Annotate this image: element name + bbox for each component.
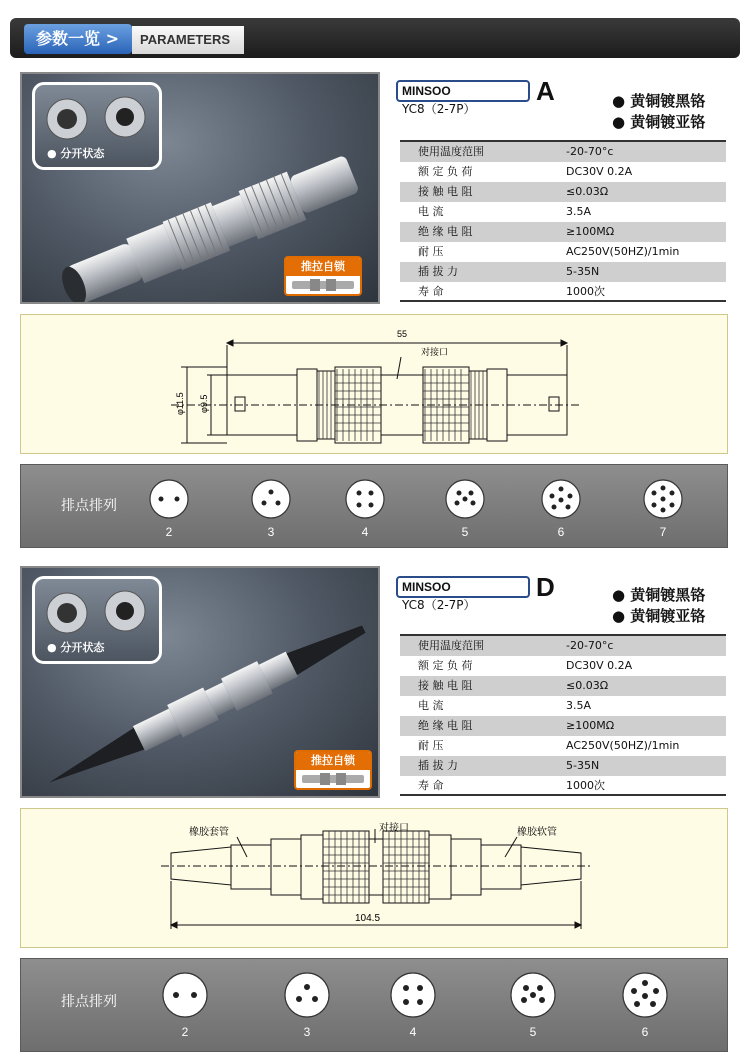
variant-letter-d: D xyxy=(536,572,555,602)
separated-connector-photo xyxy=(39,583,157,643)
brand-name: MINSOO xyxy=(402,84,451,98)
separated-state-inset xyxy=(32,576,162,664)
pin-count-label: 7 xyxy=(659,525,667,539)
spec-row: 绝 缘 电 阻 ≥100MΩ xyxy=(400,222,726,242)
product-photo-a xyxy=(20,72,380,304)
variant-letter-a: A xyxy=(536,76,555,106)
finish-2: ● 黄铜镀亚铬 xyxy=(612,607,706,625)
connector-mini-icon xyxy=(286,276,360,294)
model-name: YC8（2-7P） xyxy=(402,598,476,612)
spec-row: 插 拔 力 5-35N xyxy=(400,262,726,282)
header-title-en: PARAMETERS xyxy=(132,26,244,54)
spec-row: 耐 压 AC250V(50HZ)/1min xyxy=(418,739,680,752)
separated-connector-photo xyxy=(39,89,157,149)
connector-mini-icon xyxy=(296,770,370,788)
pin-layout-panel-d xyxy=(20,958,728,1052)
outer-diameter-label: φ11.5 xyxy=(175,392,185,415)
spec-row: 绝 缘 电 阻 ≥100MΩ xyxy=(400,716,726,736)
pin-count-label: 5 xyxy=(461,525,469,539)
mating-interface-label: 对接口 xyxy=(421,348,449,358)
drawing-a-svg xyxy=(21,315,729,455)
header-title-cn: 参数一览 > xyxy=(24,24,132,54)
spec-row: 接 触 电 阻 ≤0.03Ω xyxy=(400,676,726,696)
finish-1: ● 黄铜镀黑铬 xyxy=(612,586,706,604)
pin-count-label: 4 xyxy=(361,525,369,539)
length-dimension: 104.5 xyxy=(355,913,381,924)
pin-count-label: 2 xyxy=(181,1025,189,1039)
rubber-sleeve-label: 橡胶套管 xyxy=(189,827,229,838)
pin-layout-title: 排点排列 xyxy=(61,994,117,1010)
spec-table-d xyxy=(400,634,726,796)
brand-model-box-a xyxy=(396,80,530,116)
spec-row: 接 触 电 阻 ≤0.03Ω xyxy=(400,182,726,202)
dimension-drawing-a xyxy=(20,314,728,454)
mating-interface-label: 对接口 xyxy=(379,823,409,834)
pin-layout-title: 排点排列 xyxy=(61,498,117,514)
spec-row: 电 流 3.5A xyxy=(418,205,592,218)
pin-count-label: 3 xyxy=(267,525,275,539)
spec-row: 耐 压 AC250V(50HZ)/1min xyxy=(418,245,680,258)
drawing-d-svg xyxy=(21,809,729,949)
spec-row: 使用温度范围 -20-70°c xyxy=(400,142,726,162)
pin-layout-panel-a xyxy=(20,464,728,548)
pin-count-label: 2 xyxy=(165,525,173,539)
spec-row: 插 拔 力 5-35N xyxy=(400,756,726,776)
pin-diagrams-d xyxy=(21,959,729,1053)
separated-state-label: ● 分开状态 xyxy=(47,641,105,654)
spec-row: 额 定 负 荷 DC30V 0.2A xyxy=(418,659,633,672)
push-pull-lock-badge xyxy=(294,750,372,790)
spec-row: 寿 命 1000次 xyxy=(400,282,726,302)
product-photo-d xyxy=(20,566,380,798)
push-pull-lock-label: 推拉自锁 xyxy=(286,258,360,276)
inner-diameter-label: φ9.5 xyxy=(199,394,209,413)
spec-row: 电 流 3.5A xyxy=(418,699,592,712)
push-pull-lock-badge xyxy=(284,256,362,296)
dimension-drawing-d xyxy=(20,808,728,948)
finish-2: ● 黄铜镀亚铬 xyxy=(612,113,706,131)
spec-row: 额 定 负 荷 DC30V 0.2A xyxy=(418,165,633,178)
length-dimension: 55 xyxy=(397,329,408,339)
push-pull-lock-label: 推拉自锁 xyxy=(296,752,370,770)
spec-row: 使用温度范围 -20-70°c xyxy=(400,636,726,656)
spec-table-a xyxy=(400,140,726,302)
pin-count-label: 6 xyxy=(557,525,565,539)
pin-count-label: 4 xyxy=(409,1025,417,1039)
brand-name: MINSOO xyxy=(402,580,451,594)
pin-diagrams-a xyxy=(21,465,729,549)
spec-row: 寿 命 1000次 xyxy=(400,776,726,796)
pin-count-label: 6 xyxy=(641,1025,649,1039)
separated-state-label: ● 分开状态 xyxy=(47,147,105,160)
pin-count-label: 3 xyxy=(303,1025,311,1039)
finish-1: ● 黄铜镀黑铬 xyxy=(612,92,706,110)
separated-state-inset xyxy=(32,82,162,170)
model-name: YC8（2-7P） xyxy=(402,102,476,116)
brand-model-box-d xyxy=(396,576,530,612)
pin-count-label: 5 xyxy=(529,1025,537,1039)
rubber-hose-label: 橡胶软管 xyxy=(517,827,557,838)
